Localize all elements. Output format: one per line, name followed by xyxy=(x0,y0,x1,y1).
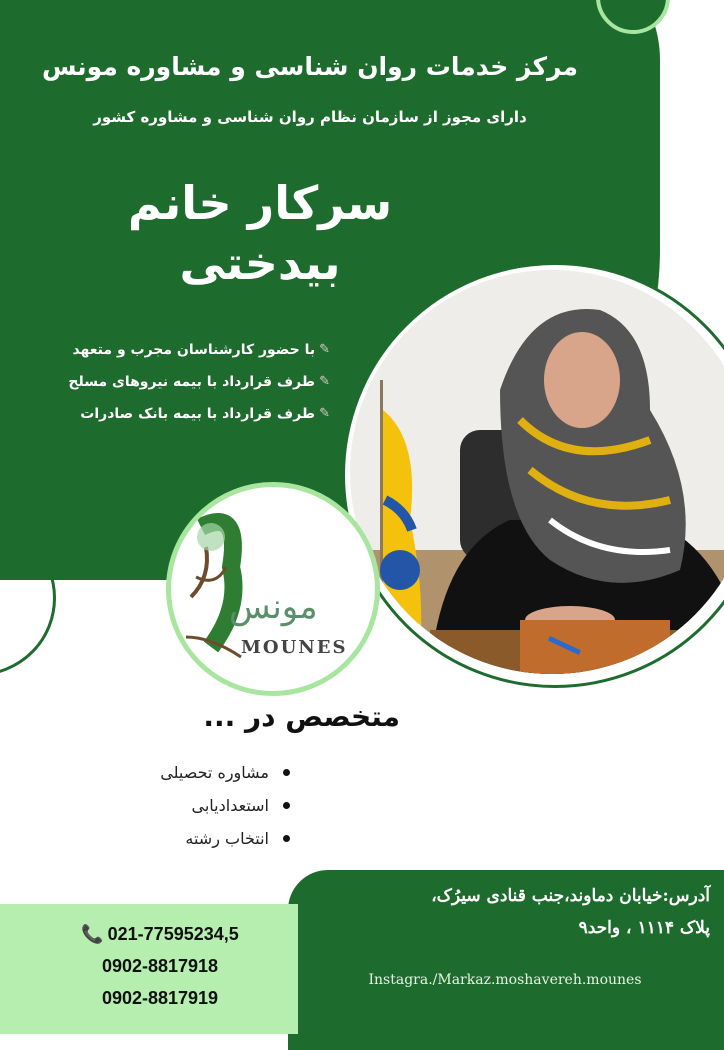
logo-name-en: MOUNES xyxy=(241,637,348,658)
phone-icon: 📞 xyxy=(81,924,104,944)
specialty-item: مشاوره تحصیلی xyxy=(110,756,290,789)
address-line-2: پلاک ۱۱۱۴ ، واحد۹ xyxy=(578,918,710,938)
person-title: سرکار خانم xyxy=(127,176,393,230)
address-line-1: آدرس:خیابان دماوند،جنب قنادی سیرُک، xyxy=(431,886,710,906)
specialty-heading: متخصص در ... xyxy=(203,700,400,733)
phone-number[interactable]: 0902-8817919 xyxy=(101,988,219,1008)
feature-item: ✎ طرف قرارداد با بیمه بانک صادرات xyxy=(40,398,330,430)
phone-number[interactable]: 0902-8817918 xyxy=(101,956,219,976)
pencil-check-icon: ✎ xyxy=(319,374,330,389)
bullet-icon xyxy=(283,802,290,809)
phone-row xyxy=(40,982,280,1014)
bullet-icon xyxy=(283,769,290,776)
specialty-item: استعدادیابی xyxy=(110,789,290,822)
phone-numbers xyxy=(40,918,280,1014)
bullet-icon xyxy=(283,835,290,842)
pencil-check-icon: ✎ xyxy=(319,406,330,421)
page-title: مرکز خدمات روان شناسی و مشاوره مونس xyxy=(41,52,579,81)
feature-item: ✎ طرف قرارداد با بیمه نیروهای مسلح xyxy=(40,366,330,398)
pencil-check-icon: ✎ xyxy=(319,342,330,357)
logo-name-fa: مونس xyxy=(229,587,318,627)
address xyxy=(300,880,710,944)
specialty-item: انتخاب رشته xyxy=(110,822,290,855)
phone-row xyxy=(40,950,280,982)
feature-item: ✎ با حضور کارشناسان مجرب و متعهد xyxy=(40,334,330,366)
license-subtitle: دارای مجوز از سازمان نظام روان شناسی و مشاوره کشور xyxy=(93,108,527,126)
brand-logo xyxy=(166,482,380,696)
features-list xyxy=(40,334,330,430)
instagram-handle[interactable]: Instagra./Markaz.moshavereh.mounes xyxy=(368,972,642,988)
specialty-list xyxy=(110,756,290,855)
person-name: بیدختی xyxy=(179,236,341,290)
phone-row xyxy=(40,918,280,950)
phone-number[interactable]: 021-77595234,5 xyxy=(107,924,239,944)
